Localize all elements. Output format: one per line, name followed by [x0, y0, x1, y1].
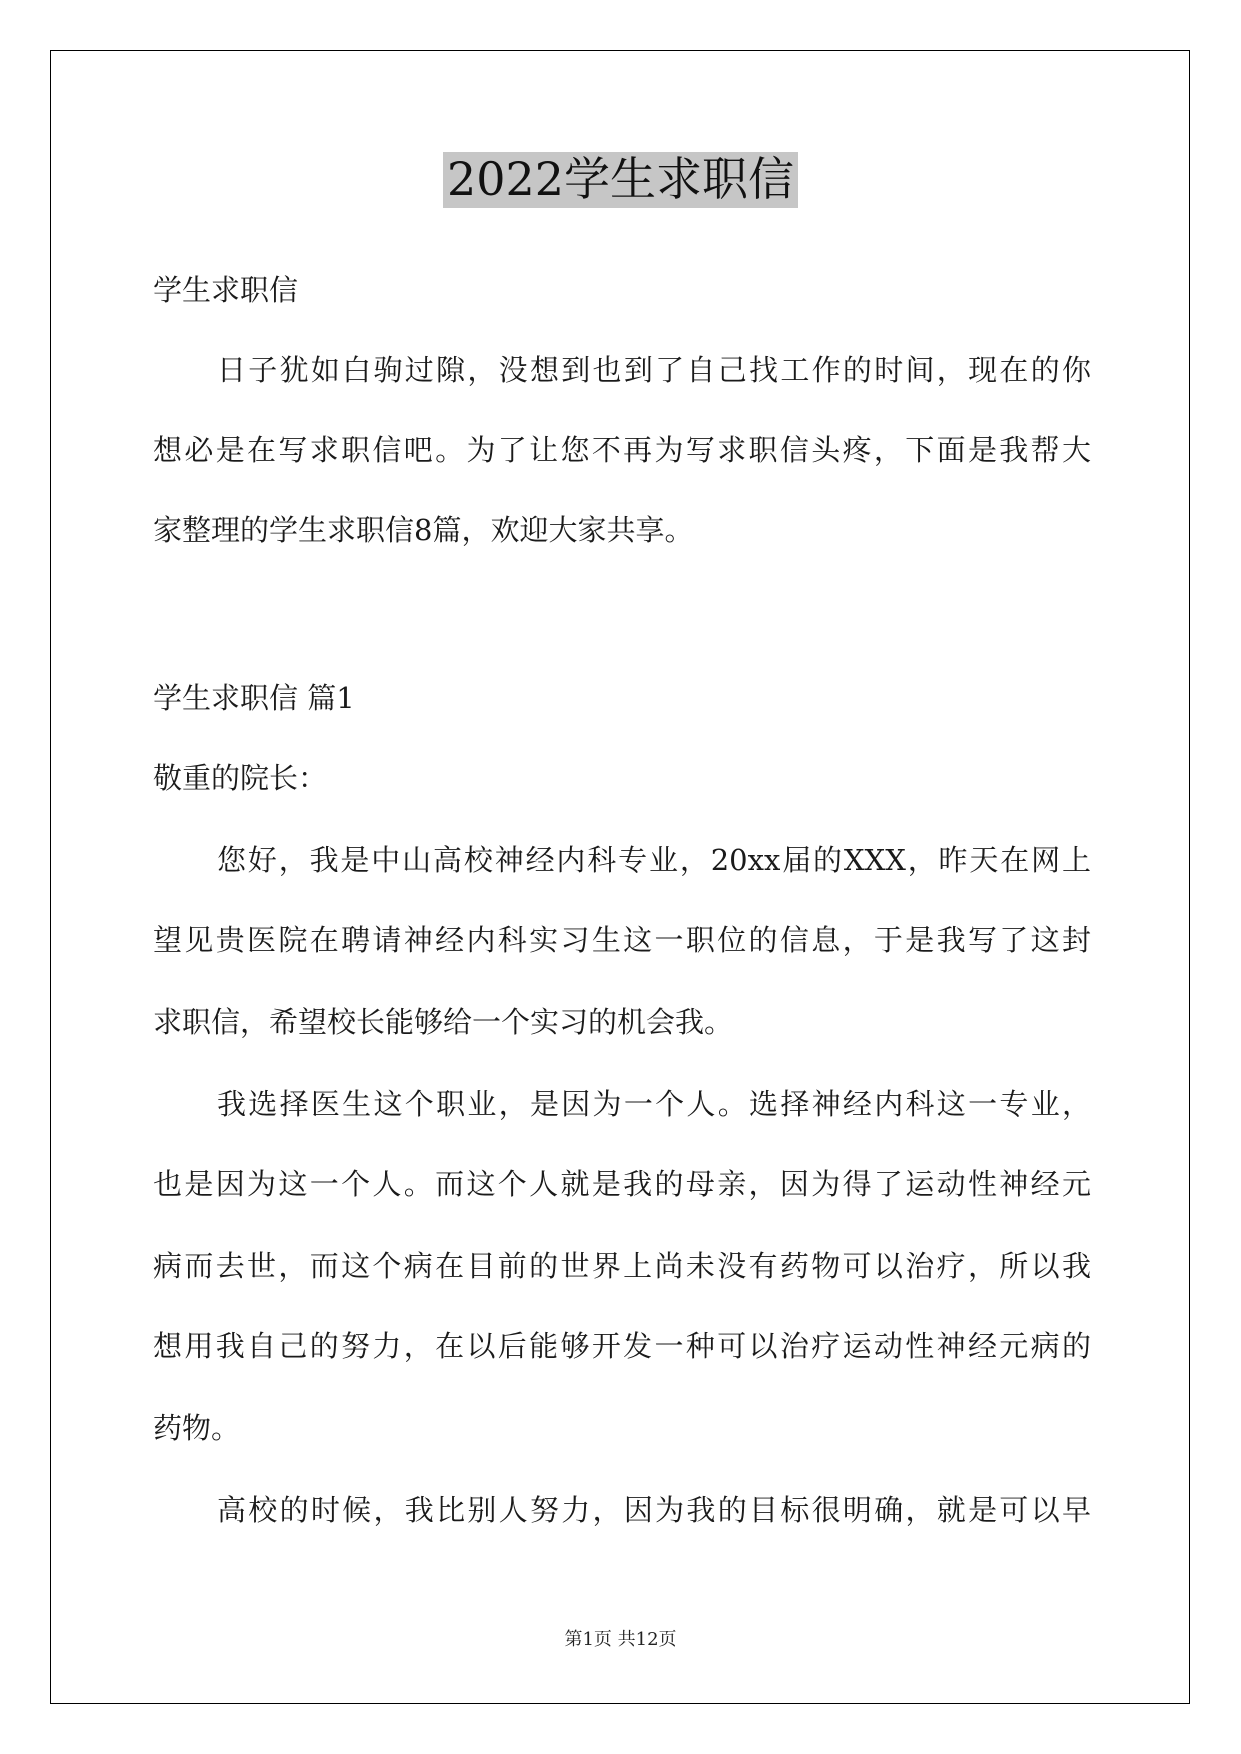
- body-paragraph-line: 也是因为这一个人。而这个人就是我的母亲，因为得了运动性神经元: [153, 1167, 1091, 1201]
- body-paragraph-line: 求职信，希望校长能够给一个实习的机会我。: [153, 1005, 734, 1039]
- subtitle-line: 学生求职信: [153, 273, 299, 307]
- body-paragraph-line: 我选择医生这个职业，是因为一个人。选择神经内科这一专业，: [217, 1087, 1091, 1121]
- salutation-line: 敬重的院长：: [153, 761, 328, 795]
- body-paragraph-line: 药物。: [153, 1411, 241, 1445]
- document-title-text: 2022学生求职信: [443, 152, 798, 208]
- section-heading: 学生求职信 篇1: [153, 681, 355, 715]
- body-paragraph-line: 高校的时候，我比别人努力，因为我的目标很明确，就是可以早: [217, 1493, 1091, 1527]
- body-paragraph-line: 您好，我是中山高校神经内科专业，20xx届的XXX，昨天在网上: [217, 843, 1091, 877]
- page-number-footer: 第1页 共12页: [564, 1629, 677, 1650]
- intro-paragraph-line: 家整理的学生求职信8篇，欢迎大家共享。: [153, 513, 694, 547]
- intro-paragraph-line: 想必是在写求职信吧。为了让您不再为写求职信头疼，下面是我帮大: [153, 433, 1091, 467]
- body-paragraph-line: 病而去世，而这个病在目前的世界上尚未没有药物可以治疗，所以我: [153, 1249, 1091, 1283]
- body-paragraph-line: 望见贵医院在聘请神经内科实习生这一职位的信息，于是我写了这封: [153, 923, 1091, 957]
- document-title: [0, 152, 1241, 208]
- body-paragraph-line: 想用我自己的努力，在以后能够开发一种可以治疗运动性神经元病的: [153, 1329, 1091, 1363]
- intro-paragraph-line: 日子犹如白驹过隙，没想到也到了自己找工作的时间，现在的你: [217, 353, 1091, 387]
